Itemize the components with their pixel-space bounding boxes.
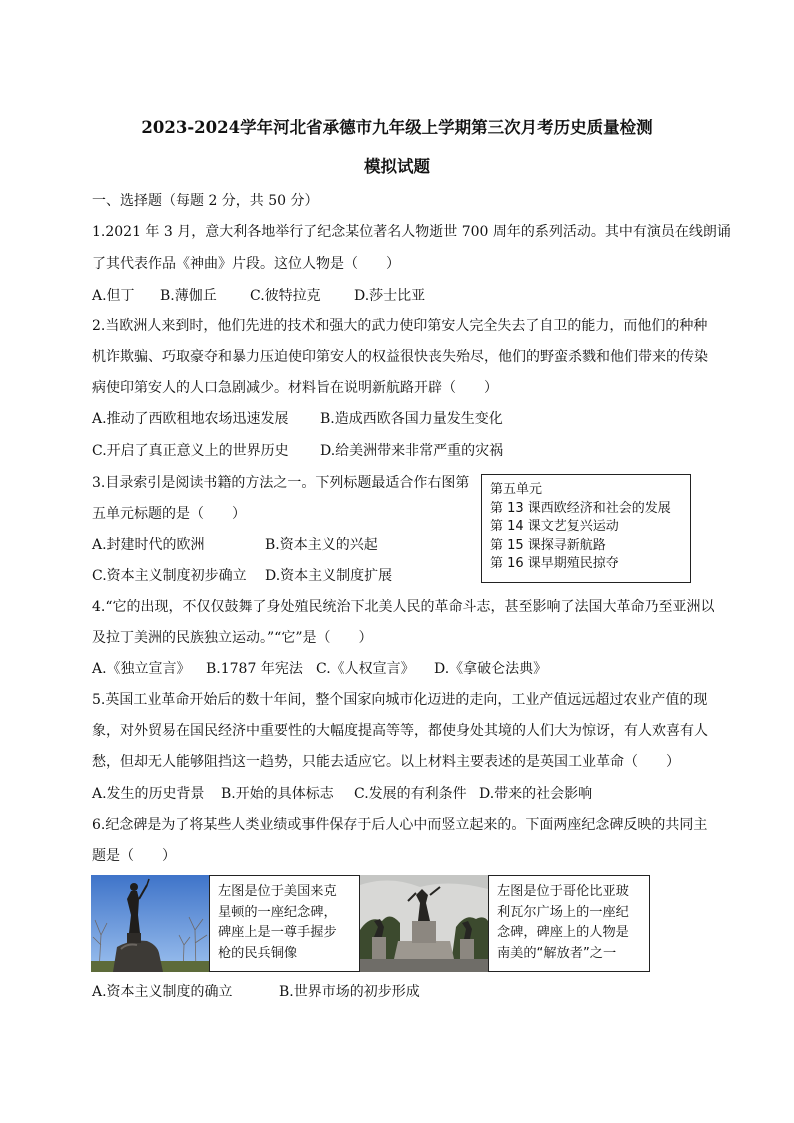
- q2-option-b[interactable]: B.造成西欧各国力量发生变化: [320, 411, 503, 427]
- q4-option-a[interactable]: A.《独立宣言》: [92, 661, 191, 677]
- q2-stem-line1: 2.当欧洲人来到时，他们先进的技术和强大的武力使印第安人完全失去了自卫的能力，而他们的种种: [92, 318, 708, 334]
- q1-stem-line2: 了其代表作品《神曲》片段。这位人物是（ ）: [92, 256, 400, 272]
- q1-option-d[interactable]: D.莎士比亚: [354, 288, 426, 304]
- q3-option-d[interactable]: D.资本主义制度扩展: [265, 568, 393, 584]
- q3-option-c[interactable]: C.资本主义制度初步确立: [92, 568, 247, 584]
- q1-stem-line1: 1.2021 年 3 月，意大利各地举行了纪念某位著名人物逝世 700 周年的系列活动。其中有演员在线朗诵: [92, 224, 731, 240]
- q2-option-a[interactable]: A.推动了西欧租地农场迅速发展: [92, 411, 289, 427]
- q5-stem-line1: 5.英国工业革命开始后的数十年间，整个国家向城市化迈进的走向，工业产值远远超过农业产值的现: [92, 692, 708, 708]
- unit-contents-lesson: 第 15 课探寻新航路: [490, 537, 606, 553]
- q4-option-d[interactable]: D.《拿破仑法典》: [434, 661, 548, 677]
- unit-contents-lesson: 第 13 课西欧经济和社会的发展: [490, 500, 671, 516]
- unit-contents-lesson: 第 14 课文艺复兴运动: [490, 519, 619, 534]
- section-heading: 一、选择题（每题 2 分，共 50 分）: [92, 193, 319, 209]
- q2-stem-line3: 病使印第安人的人口急剧减少。材料旨在说明新航路开辟（ ）: [92, 380, 498, 396]
- q3-option-a[interactable]: A.封建时代的欧洲: [92, 537, 205, 553]
- document-title-line2: 模拟试题: [364, 157, 430, 176]
- caption-line: 念碑，碑座上的人物是: [497, 925, 629, 940]
- caption-line: 利瓦尔广场上的一座纪: [497, 904, 629, 920]
- q6-option-a[interactable]: A.资本主义制度的确立: [92, 984, 233, 1000]
- q1-option-c[interactable]: C.彼特拉克: [250, 288, 321, 304]
- q2-option-c[interactable]: C.开启了真正意义上的世界历史: [92, 443, 289, 459]
- q4-option-b[interactable]: B.1787 年宪法: [206, 661, 303, 677]
- caption-line: 左图是位于哥伦比亚玻: [497, 884, 629, 899]
- q6-option-b[interactable]: B.世界市场的初步形成: [279, 984, 420, 1000]
- lexington-monument-caption: [209, 875, 360, 972]
- q6-stem-line2: 题是（ ）: [92, 848, 176, 864]
- q3-option-b[interactable]: B.资本主义的兴起: [265, 537, 378, 553]
- q5-option-c[interactable]: C.发展的有利条件: [354, 786, 467, 802]
- q2-stem-line2: 机诈欺骗、巧取豪夺和暴力压迫使印第安人的权益很快丧失殆尽，他们的野蛮杀戮和他们带来的传染: [92, 349, 708, 365]
- q6-stem-line1: 6.纪念碑是为了将某些人类业绩或事件保存于后人心中而竖立起来的。下面两座纪念碑反映的共同主: [92, 817, 708, 833]
- q2-option-d[interactable]: D.给美洲带来非常严重的灾祸: [320, 443, 504, 459]
- caption-line: 碑座上是一尊手握步: [218, 925, 337, 940]
- q1-option-b[interactable]: B.薄伽丘: [160, 288, 217, 304]
- bolivar-square-monument-photo: [360, 875, 488, 972]
- lexington-minuteman-statue-photo: [91, 875, 209, 972]
- q3-stem-line1: 3.目录索引是阅读书籍的方法之一。下列标题最适合作右图第: [92, 475, 470, 491]
- bolivar-monument-caption: [488, 875, 650, 972]
- q1-option-a[interactable]: A.但丁: [92, 288, 135, 304]
- unit-contents-lesson: 第 16 课早期殖民掠夺: [490, 556, 619, 571]
- q5-option-b[interactable]: B.开始的具体标志: [221, 786, 334, 802]
- document-title-line1: 2023-2024学年河北省承德市九年级上学期第三次月考历史质量检测: [141, 118, 653, 137]
- caption-line: 枪的民兵铜像: [218, 945, 298, 961]
- q4-stem-line1: 4.“它的出现，不仅仅鼓舞了身处殖民统治下北美人民的革命斗志，甚至影响了法国大革命乃至亚洲以: [92, 599, 715, 615]
- q4-option-c[interactable]: C.《人权宣言》: [316, 661, 415, 677]
- caption-line: 星顿的一座纪念碑，: [218, 904, 337, 920]
- q5-stem-line3: 愁，但却无人能够阻挡这一趋势，只能去适应它。以上材料主要表述的是英国工业革命（ ）: [92, 754, 680, 770]
- q3-stem-line2: 五单元标题的是（ ）: [92, 506, 246, 522]
- caption-line: 南美的“解放者”之一: [497, 945, 617, 961]
- q5-option-d[interactable]: D.带来的社会影响: [479, 786, 593, 802]
- unit-contents-box: [481, 474, 691, 583]
- q4-stem-line2: 及拉丁美洲的民族独立运动。”“它”是（ ）: [92, 630, 373, 646]
- q5-option-a[interactable]: A.发生的历史背景: [92, 786, 205, 802]
- unit-contents-heading: 第五单元: [490, 482, 543, 497]
- q5-stem-line2: 象，对外贸易在国民经济中重要性的大幅度提高等等，都使身处其境的人们大为惊讶，有人欢喜有人: [92, 723, 708, 739]
- caption-line: 左图是位于美国来克: [218, 884, 337, 899]
